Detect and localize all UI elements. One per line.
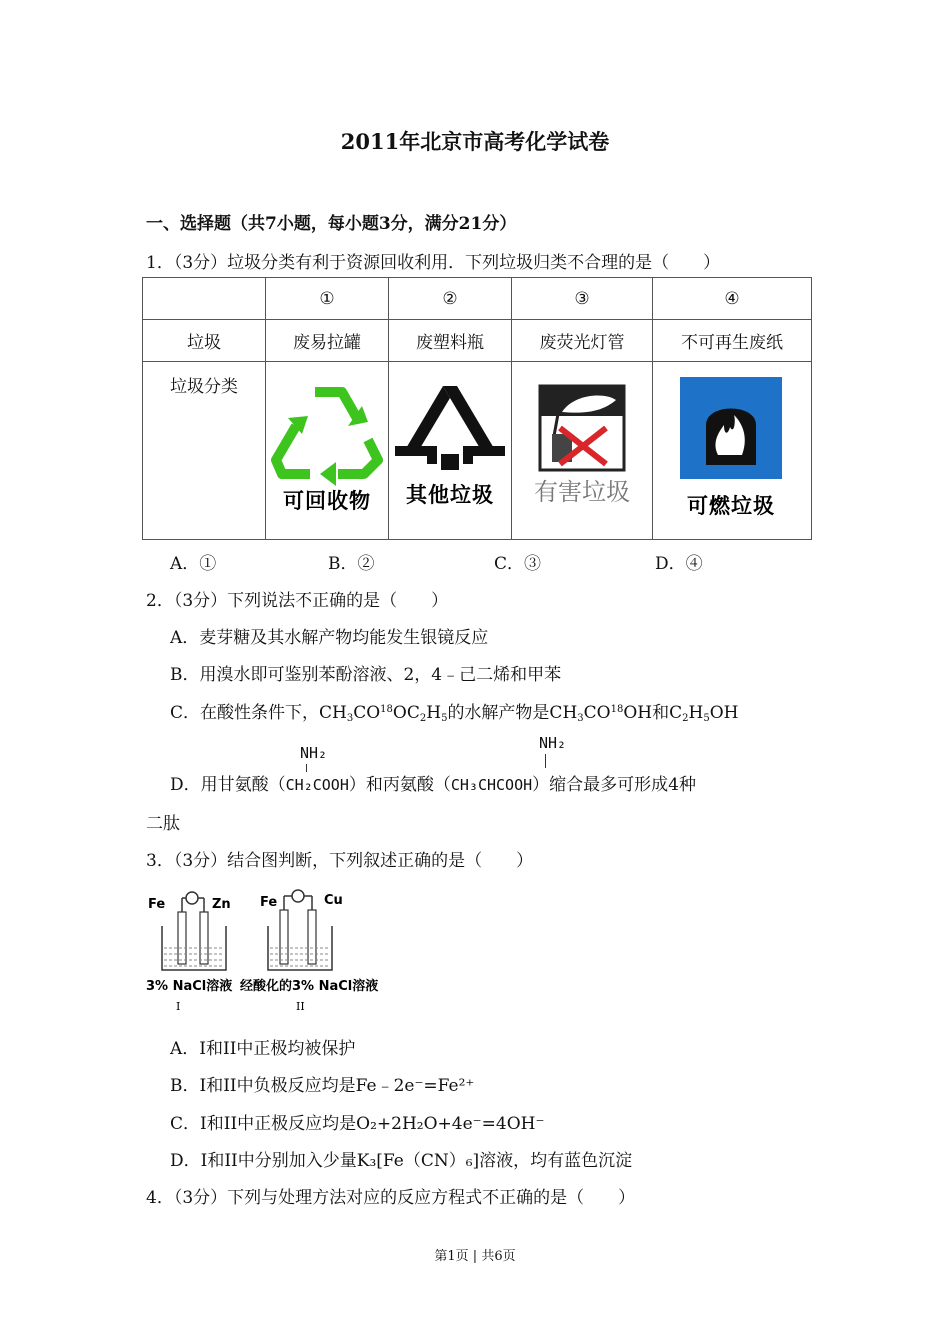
other-waste-sign — [389, 362, 512, 540]
col-head-3: ③ — [512, 278, 653, 320]
q4-stem: 4．（3分）下列与处理方法对应的反应方程式不正确的是（ ） — [146, 1188, 636, 1208]
q3-option-a: A．I和II中正极均被保护 — [170, 1039, 356, 1059]
cell2-meter — [292, 890, 304, 902]
alanine-formula: CH₃CHCOOH — [450, 776, 533, 794]
hazardous-icon — [514, 378, 650, 518]
q2-option-d-prefix: D．用甘氨酸（ — [170, 775, 286, 795]
cell1-meter — [186, 892, 198, 904]
cell1-solution-label: 3% NaCl溶液 — [146, 979, 233, 994]
q2-option-b: B．用溴水即可鉴别苯酚溶液、2，4﹣己二烯和甲苯 — [170, 665, 562, 685]
other-waste-label: 其他垃圾 — [406, 483, 494, 507]
col-head-1: ① — [266, 278, 389, 320]
item-1: 废易拉罐 — [266, 320, 389, 362]
hazardous-label: 有害垃圾 — [534, 478, 630, 506]
cell2-right-electrode: Cu — [324, 893, 343, 908]
combustible-icon — [654, 373, 810, 523]
cell-2 — [240, 890, 378, 1013]
item-4: 不可再生废纸 — [653, 320, 812, 362]
recyclable-sign — [266, 362, 389, 540]
q3-stem: 3．（3分）结合图判断，下列叙述正确的是（ ） — [146, 851, 534, 871]
cell1-number: I — [176, 1000, 181, 1013]
other-waste-icon — [391, 378, 509, 518]
q3-option-b: B．I和II中负极反应均是Fe﹣2e⁻=Fe²⁺ — [170, 1076, 475, 1096]
q2-option-d-wrap: 二肽 — [146, 814, 180, 834]
cell2-left-electrode: Fe — [260, 895, 278, 910]
recyclable-label: 可回收物 — [283, 489, 371, 513]
cell1-left-electrode: Fe — [148, 897, 166, 912]
gly-nh2-group: NH₂ — [300, 744, 328, 762]
q1-option-c: C．③ — [494, 554, 542, 574]
q2-option-d-middle: ）和丙氨酸（ — [348, 775, 451, 795]
cell1-right-electrode: Zn — [212, 897, 231, 912]
hazardous-sign — [512, 362, 653, 540]
table-corner — [143, 278, 266, 320]
section-heading: 一、选择题（共7小题，每小题3分，满分21分） — [146, 214, 517, 234]
item-3: 废荧光灯管 — [512, 320, 653, 362]
q1-option-a: A．① — [170, 554, 217, 574]
q1-table — [142, 277, 812, 540]
q2-option-c: C．在酸性条件下，$CH_3CO^{18}OC_2H_5$的水解产物是$CH_3CO^{18}OH$和$C_2H_5OH$ — [170, 703, 739, 724]
cell-1 — [146, 892, 232, 1013]
row-label-garbage: 垃圾 — [143, 320, 266, 362]
glycine-formula: CH₂COOH — [285, 776, 349, 794]
recycle-icon — [268, 378, 386, 518]
q3-option-d: D．I和II中分别加入少量K₃[Fe（CN）₆]溶液，均有蓝色沉淀 — [170, 1151, 633, 1171]
q2-option-d-suffix: ）缩合最多可形成4种 — [532, 775, 696, 795]
cell2-number: II — [296, 1000, 305, 1013]
page-title: 2011年北京市高考化学试卷 — [340, 129, 610, 154]
q2-option-a: A．麦芽糖及其水解产物均能发生银镜反应 — [170, 628, 489, 648]
cell2-solution-label: 经酸化的3% NaCl溶液 — [240, 979, 379, 994]
row-label-classification: 垃圾分类 — [143, 362, 266, 540]
combustible-label: 可燃垃圾 — [687, 494, 775, 518]
q3-option-c: C．I和II中正极反应均是O₂+2H₂O+4e⁻=4OH⁻ — [170, 1114, 545, 1134]
ala-bond — [545, 754, 546, 768]
page-footer: 第1页 | 共6页 — [434, 1249, 516, 1264]
item-2: 废塑料瓶 — [389, 320, 512, 362]
q2-option-c-prefix: C．在酸性条件下，CH — [170, 703, 347, 723]
q1-stem: 1．（3分）垃圾分类有利于资源回收利用．下列垃圾归类不合理的是（ ） — [146, 253, 721, 273]
combustible-sign — [653, 362, 812, 540]
col-head-4: ④ — [653, 278, 812, 320]
q2-option-d — [170, 770, 696, 795]
q1-option-b: B．② — [328, 554, 375, 574]
q1-option-d: D．④ — [655, 554, 703, 574]
galvanic-cells-figure — [142, 886, 398, 1016]
q2-stem: 2．（3分）下列说法不正确的是（ ） — [146, 591, 449, 611]
ala-nh2-group: NH₂ — [539, 734, 567, 752]
col-head-2: ② — [389, 278, 512, 320]
